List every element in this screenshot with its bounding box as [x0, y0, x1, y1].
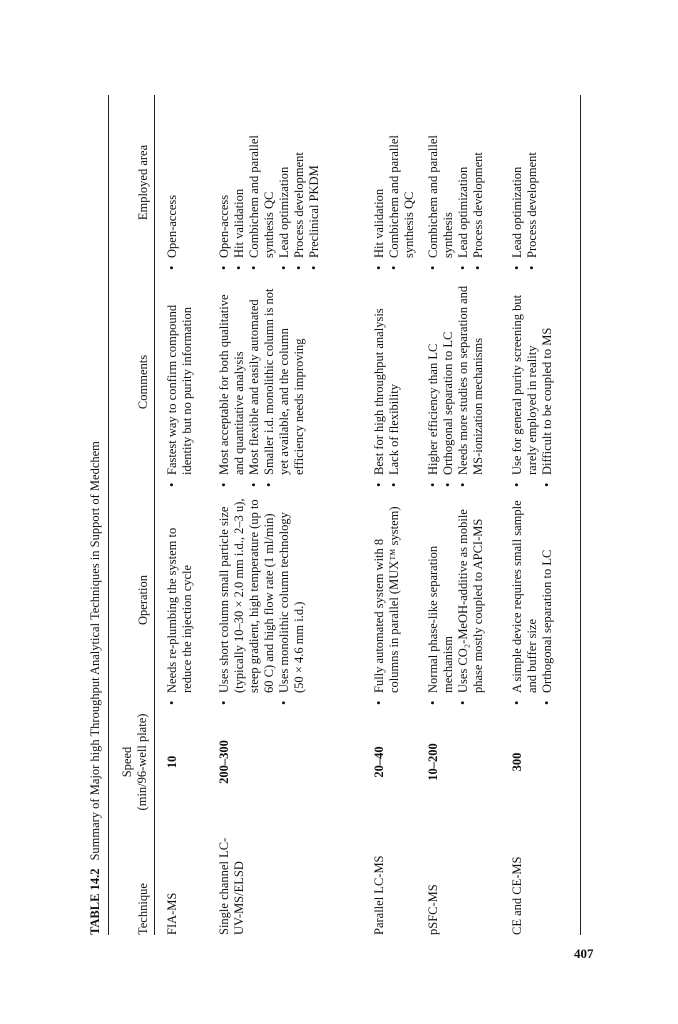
- speed-cell: 20–40: [372, 746, 386, 778]
- technique-cell: Parallel LC-MS: [372, 855, 386, 935]
- speed-cell: 10–200: [426, 743, 440, 781]
- technique-cell: pSFC-MS: [426, 884, 440, 935]
- bottom-rule: [580, 95, 581, 935]
- list-item: • Open-access: [217, 95, 232, 270]
- operation-cell: [165, 495, 195, 705]
- list-item: • Most flexible and easily automated: [247, 277, 262, 487]
- list-item: • Process development: [292, 95, 307, 270]
- list-item: • Preclinical PKDM: [307, 95, 322, 270]
- header-comments: Comments: [136, 354, 150, 410]
- list-item: • Hit validation: [372, 95, 387, 270]
- top-rule: [108, 95, 109, 935]
- operation-cell: [510, 495, 555, 705]
- employed-cell: [372, 95, 417, 270]
- list-item: • Smaller i.d. monolithic column is not yet available, and the column efficiency needs improving: [262, 277, 307, 487]
- comments-cell: [165, 277, 195, 487]
- list-item: • Most acceptable for both qualitative and quantitative analysis: [217, 277, 247, 487]
- employed-cell: [217, 95, 322, 270]
- list-item: • Normal phase-like separation mechanism: [426, 495, 456, 705]
- list-item: • Uses short column small particle size (typically 10–30 × 2.0 mm i.d., 2–3 u), steep gradient, high temperature (up to 60 C) and high flow rate (1 ml/min): [217, 495, 277, 705]
- list-item: • Needs re-plumbing the system to reduce the injection cycle: [165, 495, 195, 705]
- list-item: • Uses monolithic column technology (50 × 4.6 mm i.d.): [277, 495, 307, 705]
- employed-cell: [426, 95, 486, 270]
- list-item: • Use for general purity screening but rarely employed in reality: [510, 277, 540, 487]
- employed-cell: [165, 95, 180, 270]
- table-caption: [88, 95, 103, 935]
- list-item: • Combichem and parallel synthesis QC: [387, 95, 417, 270]
- comments-cell: [426, 277, 486, 487]
- list-item: • Needs more studies on separation and MS-ionization mechanisms: [456, 277, 486, 487]
- header-operation: Operation: [136, 575, 150, 625]
- list-item: • Lead optimization: [277, 95, 292, 270]
- header-speed: [120, 707, 150, 817]
- table-title: Summary of Major high Throughput Analytical Techniques in Support of Medchem: [88, 441, 102, 861]
- comments-cell: [510, 277, 555, 487]
- list-item: • Process development: [471, 95, 486, 270]
- list-item: • Best for high throughput analysis: [372, 277, 387, 487]
- list-item: • Difficult to be coupled to MS: [540, 277, 555, 487]
- list-item: • Hit validation: [232, 95, 247, 270]
- list-item: • Open-access: [165, 95, 180, 270]
- technique-cell: FIA-MS: [165, 892, 179, 935]
- list-item: • Lead optimization: [456, 95, 471, 270]
- header-speed-line2: (min/96-well plate): [135, 713, 149, 811]
- speed-cell: 200–300: [217, 740, 231, 784]
- list-item: • Lead optimization: [510, 95, 525, 270]
- header-speed-line1: Speed: [120, 746, 134, 778]
- operation-cell: [426, 495, 486, 705]
- list-item: • Process development: [525, 95, 540, 270]
- list-item: • Uses CO₂-MeOH-additive as mobile phase mostly coupled to APCI-MS: [456, 495, 486, 705]
- list-item: • Orthogonal separation to LC: [540, 495, 555, 705]
- list-item: • Orthogonal separation to LC: [441, 277, 456, 487]
- table-number: TABLE 14.2: [88, 868, 102, 935]
- comments-cell: [217, 277, 307, 487]
- rotated-table-page: [85, 95, 605, 935]
- speed-cell: 300: [510, 752, 524, 772]
- list-item: • Lack of flexibility: [387, 277, 402, 487]
- list-item: • Combichem and parallel synthesis QC: [247, 95, 277, 270]
- list-item: • Fastest way to confirm compound identity but no purity information: [165, 277, 195, 487]
- header-employed-area: Employed area: [136, 144, 150, 221]
- operation-cell: [217, 495, 307, 705]
- list-item: • Fully automated system with 8 columns in parallel (MUX™ system): [372, 495, 402, 705]
- comments-cell: [372, 277, 402, 487]
- technique-cell: Single channel LC-UV-MS/ELSD: [217, 837, 246, 935]
- header-technique: Technique: [136, 883, 150, 935]
- page-number: 407: [574, 946, 594, 961]
- technique-cell: CE and CE-MS: [510, 856, 524, 935]
- operation-cell: [372, 495, 402, 705]
- list-item: • Combichem and parallel synthesis: [426, 95, 456, 270]
- list-item: • A simple device requires small sample and buffer size: [510, 495, 540, 705]
- list-item: • Higher efficiency than LC: [426, 277, 441, 487]
- speed-cell: 10: [165, 755, 179, 769]
- header-rule: [154, 95, 155, 935]
- employed-cell: [510, 95, 540, 270]
